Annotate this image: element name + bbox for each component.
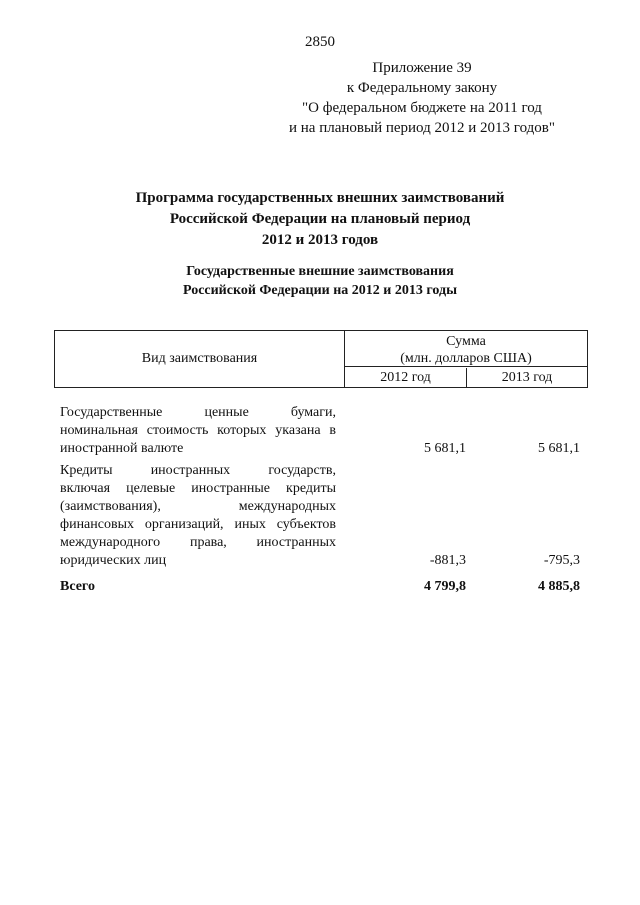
header-sum-unit: (млн. долларов США) [400, 351, 532, 366]
table-row-credits [60, 462, 586, 570]
total-value-2012: 4 799,8 [424, 579, 466, 594]
table-row-securities [60, 404, 586, 458]
row-label [60, 404, 336, 458]
header-borrowing-type: Вид заимствования [55, 331, 345, 387]
row-label-line: Государственные ценные бумаги, [60, 405, 336, 420]
row-label-line: финансовых организаций, иных субъектов [60, 517, 336, 532]
subtitle-line: Российской Федерации на 2012 и 2013 годы [182, 283, 457, 298]
header-year-2012: 2012 год [345, 368, 467, 387]
row-label-line: номинальная стоимость которых указана в [60, 423, 336, 438]
annex-line: "О федеральном бюджете на 2011 год [302, 100, 542, 116]
annex-reference [262, 58, 582, 138]
header-sum [345, 331, 587, 367]
header-sum-label: Сумма [446, 334, 486, 349]
row-label-line: иностранной валюте [60, 441, 184, 456]
table-header [54, 330, 588, 388]
page-number: 2850 [305, 34, 335, 50]
table-row-total [60, 578, 586, 598]
title-line: Российской Федерации на плановый период [169, 211, 471, 227]
header-year-2013: 2013 год [501, 370, 553, 385]
annex-line: Приложение 39 [372, 60, 472, 76]
document-subtitle [60, 262, 580, 300]
row-label-line: международного права, иностранных [60, 535, 336, 550]
row-value-2013: -795,3 [543, 553, 580, 568]
title-line: 2012 и 2013 годов [261, 232, 379, 248]
row-value-2012: 5 681,1 [424, 441, 466, 456]
row-label-line: (заимствования), международных [60, 499, 336, 514]
row-label-line: включая целевые иностранные кредиты [60, 481, 336, 496]
title-line: Программа государственных внешних заимствований [135, 190, 505, 206]
annex-line: к Федеральному закону [346, 80, 498, 96]
document-title [60, 188, 580, 251]
total-value-2013: 4 885,8 [538, 579, 580, 594]
row-label-line: Кредиты иностранных государств, [60, 463, 336, 478]
row-value-2012: -881,3 [429, 553, 466, 568]
row-label-line: юридических лиц [60, 553, 167, 568]
subtitle-line: Государственные внешние заимствования [186, 264, 454, 279]
total-label: Всего [60, 579, 95, 594]
row-value-2013: 5 681,1 [538, 441, 580, 456]
annex-line: и на плановый период 2012 и 2013 годов" [289, 120, 555, 136]
row-label [60, 462, 336, 570]
